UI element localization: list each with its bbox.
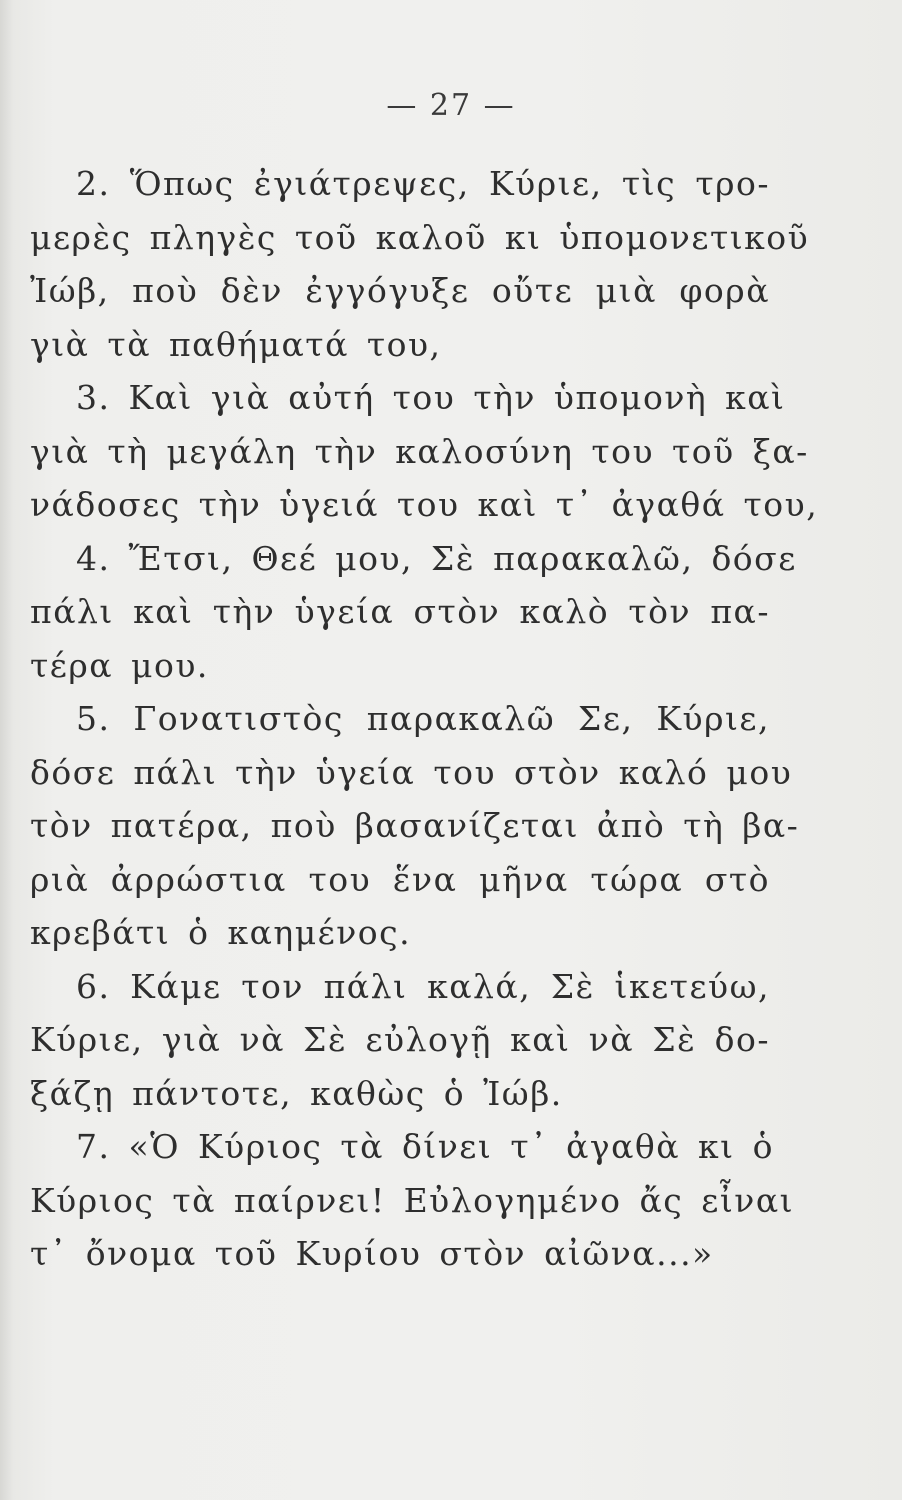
body-text bbox=[30, 157, 819, 1281]
text-line: νάδοσες τὴν ὑγειά του καὶ τ᾽ ἀγαθά του, bbox=[30, 485, 819, 524]
text-line: 4. Ἔτσι, Θεέ μου, Σὲ παρακαλῶ, δόσε bbox=[76, 538, 797, 578]
text-line: μερὲς πληγὲς τοῦ καλοῦ κι ὑπομονετικοῦ bbox=[30, 217, 810, 257]
text-line: ριὰ ἀρρώστια του ἕνα μῆνα τώρα στὸ bbox=[30, 859, 770, 899]
text-line: 6. Κάμε τον πάλι καλά, Σὲ ἱκετεύω, bbox=[76, 966, 770, 1006]
text-line: 3. Καὶ γιὰ αὐτή του τὴν ὑπομονὴ καὶ bbox=[76, 378, 786, 417]
text-line: Ἰώβ, ποὺ δὲν ἐγγόγυξε οὔτε μιὰ φορὰ bbox=[30, 271, 770, 310]
text-line: 7. «Ὁ Κύριος τὰ δίνει τ᾽ ἀγαθὰ κι ὁ bbox=[76, 1127, 774, 1166]
text-line: γιὰ τὴ μεγάλη τὴν καλοσύνη του τοῦ ξα- bbox=[30, 431, 809, 471]
text-line: Κύριε, γιὰ νὰ Σὲ εὐλογῇ καὶ νὰ Σὲ δο- bbox=[30, 1020, 770, 1059]
text-line: τὸν πατέρα, ποὺ βασανίζεται ἀπὸ τὴ βα- bbox=[30, 806, 800, 845]
text-line: δόσε πάλι τὴν ὑγεία του στὸν καλό μου bbox=[30, 752, 793, 792]
text-line: πάλι καὶ τὴν ὑγεία στὸν καλὸ τὸν πα- bbox=[30, 592, 770, 631]
text-line: γιὰ τὰ παθήματά του, bbox=[30, 324, 442, 364]
text-line: 2. Ὅπως ἐγιάτρεψες, Κύριε, τὶς τρο- bbox=[76, 164, 770, 203]
text-line: ξάζῃ πάντοτε, καθὼς ὁ Ἰώβ. bbox=[30, 1073, 563, 1113]
text-line: κρεβάτι ὁ καημένος. bbox=[30, 913, 412, 952]
text-line: τ᾽ ὄνομα τοῦ Κυρίου στὸν αἰῶνα...» bbox=[30, 1234, 714, 1273]
text-line: τέρα μου. bbox=[30, 645, 209, 685]
text-line: Κύριος τὰ παίρνει! Εὐλογημένο ἄς εἶναι bbox=[30, 1180, 795, 1220]
page-edge bbox=[0, 0, 14, 1500]
text-line: 5. Γονατιστὸς παρακαλῶ Σε, Κύριε, bbox=[76, 699, 770, 738]
page-number: — 27 — bbox=[386, 88, 516, 123]
